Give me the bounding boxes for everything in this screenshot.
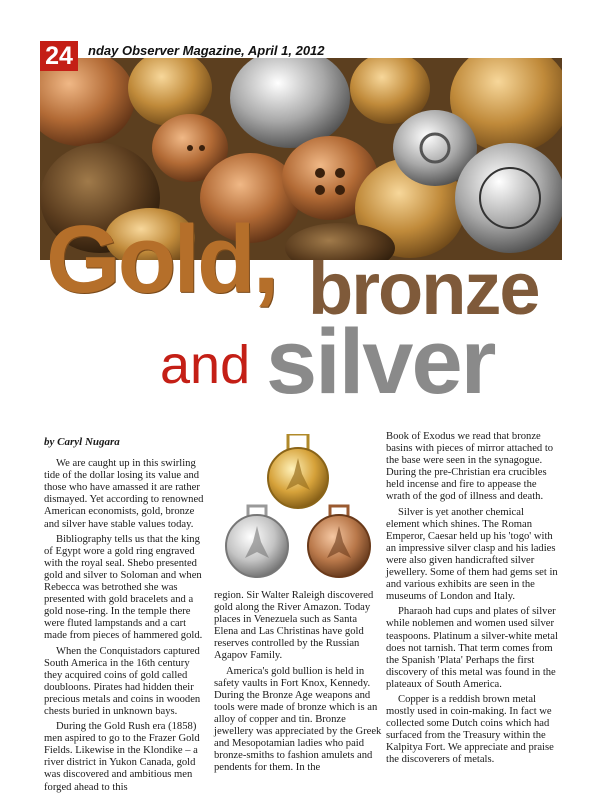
medals-illustration bbox=[214, 434, 382, 586]
paragraph: We are caught up in this swirling tide of the dollar losing its value and those who have amassed it are rather dismayed. Yet according to renowned American economists, gold, bronze and silver have stable values today. bbox=[44, 458, 204, 530]
headline-word-gold: Gold, bbox=[46, 206, 277, 313]
paragraph: During the Gold Rush era (1858) men aspired to go to the Frazer Gold Fields. Likewise in the Klondike – a river district in Yukon Canada, gold was discovered and ambitious men forged ahead to this bbox=[44, 721, 200, 793]
headline-word-bronze: bronze bbox=[308, 247, 539, 330]
paragraph: Copper is a reddish brown metal mostly used in coin-making. In fact we collected some Dutch coins which had surfaced from the Treasury within the Kalpitya Fort. We appreciate and praise the discoverers of metals. bbox=[386, 693, 554, 766]
article-column-1 bbox=[44, 436, 209, 797]
paragraph: Silver is yet another chemical element which shines. The Roman Emperor, Caesar held up his 'togo' with an impressive silver clasp and his ladies were also given handicrafted silver jewellery. Some of them had gems set in and various exhibits are seen in the museums of London and Italy. bbox=[386, 506, 558, 603]
paragraph: Bibliography tells us that the king of Egypt wore a gold ring engraved with the royal seal. Shebo presented gold and silver to Soloman and when Rebecca was betrothed she was presented with gold bracelets and a gold nose-ring. In the temple there were fluted lampstands and a cart made from pieces of hammered gold. bbox=[44, 533, 203, 642]
paragraph: Pharaoh had cups and plates of silver while noblemen and women used silver teaspoons. Platinum a silver-white metal does not tarnish. That term comes from the Spanish 'Plata' Perhaps the first discovery of this metal was found in the plateaux of South America. bbox=[386, 606, 558, 690]
headline-word-and: and bbox=[160, 335, 251, 395]
paragraph: Book of Exodus we read that bronze basins with pieces of mirror attached to the base were seen in the synagogue. During the pre-Christian era crucibles held incense and fire to appease the wrath of the god of illness and death. bbox=[386, 431, 554, 503]
paragraph: America's gold bullion is held in safety vaults in Fort Knox, Kennedy. During the Bronze Age weapons and tools were made of bronze which is an alloy of copper and tin. Bronze jewellery was appreciated by the Greek and Mesopotamian ladies who paid bronze-smiths to fashion amulets and pendents for them. In the bbox=[214, 665, 382, 774]
article-column-2 bbox=[214, 590, 382, 777]
running-head: nday Observer Magazine, April 1, 2012 bbox=[88, 43, 325, 58]
byline: by Caryl Nugara bbox=[44, 436, 120, 448]
paragraph: region. Sir Walter Raleigh discovered gold along the River Amazon. Today places in Venezuela such as Santa Elena and Las Christinas have gold reserves controlled by the Russian Agapov Family. bbox=[214, 590, 374, 662]
paragraph: When the Conquistadors captured South America in the 16th century they acquired coins of gold called doubloons. Pirates had hidden their precious metals and coins in wooden chests buried in unknown bays. bbox=[44, 645, 201, 717]
page-number: 24 bbox=[40, 41, 78, 71]
headline bbox=[40, 206, 562, 422]
headline-word-silver: silver bbox=[266, 311, 495, 413]
article-column-3 bbox=[386, 431, 558, 770]
medals-photo bbox=[214, 434, 382, 586]
headline-comma: , bbox=[252, 206, 277, 313]
